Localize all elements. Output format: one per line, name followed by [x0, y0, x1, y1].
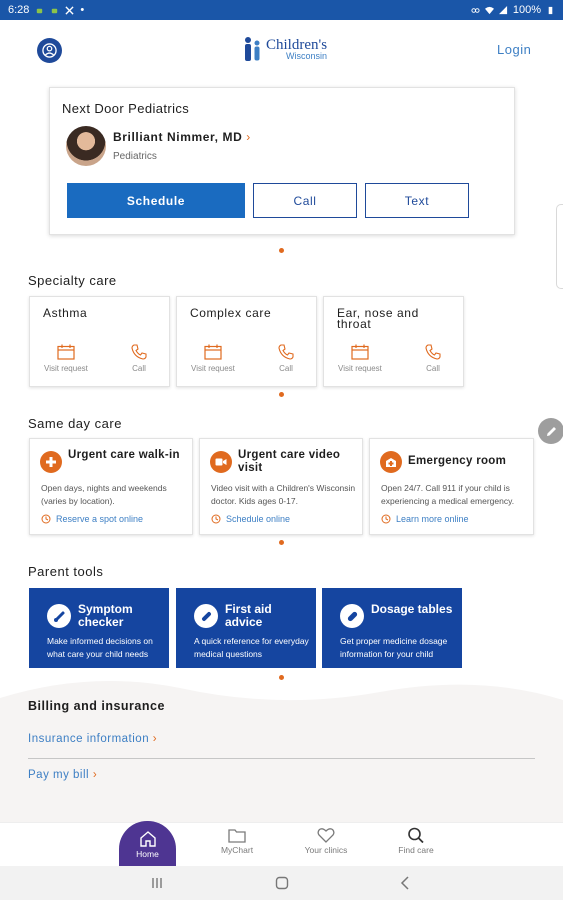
- tool-title: Symptom checker: [78, 602, 133, 629]
- call-specialty-button[interactable]: [278, 344, 294, 373]
- call-label: Call: [132, 364, 146, 373]
- visit-request-label: Visit request: [191, 364, 235, 373]
- specialty-card-complex-care[interactable]: [176, 296, 317, 387]
- search-icon: [407, 827, 425, 843]
- card-link-label: Reserve a spot online: [56, 514, 144, 524]
- schedule-button[interactable]: Schedule: [67, 183, 245, 218]
- card-description: Open 24/7. Call 911 if your child is experiencing a medical emergency.: [381, 483, 515, 506]
- pill-icon: [340, 604, 364, 628]
- dosage-tables-card[interactable]: [322, 588, 462, 668]
- phone-icon: [278, 344, 294, 360]
- nav-home[interactable]: [119, 821, 176, 867]
- text-button[interactable]: Text: [365, 183, 469, 218]
- doctor-specialty: Pediatrics: [113, 151, 157, 162]
- calendar-icon: [57, 344, 75, 360]
- pencil-icon: [545, 425, 558, 438]
- logo-line2: Wisconsin: [286, 50, 328, 61]
- battery-icon: [546, 6, 555, 15]
- nav-find-care-label: Find care: [398, 845, 434, 855]
- specialty-card-asthma[interactable]: [29, 296, 170, 387]
- clinic-name: Next Door Pediatrics: [62, 101, 190, 116]
- call-label: Call: [279, 364, 293, 373]
- visit-request-label: Visit request: [44, 364, 88, 373]
- phone-icon: [131, 344, 147, 360]
- nav-your-clinics[interactable]: [296, 827, 356, 855]
- divider: [28, 758, 535, 759]
- wifi-icon: [485, 6, 494, 15]
- doctor-avatar: [66, 126, 106, 166]
- card-title: Urgent care walk-in: [68, 449, 180, 461]
- call-label: Call: [426, 364, 440, 373]
- card-description: Video visit with a Children's Wisconsin doctor. Kids ages 0-17.: [211, 483, 356, 506]
- card-title: Urgent care video visit: [238, 449, 341, 474]
- tool-title: Dosage tables: [371, 602, 453, 616]
- carousel-indicator: [279, 675, 284, 680]
- nav-mychart[interactable]: [207, 827, 267, 855]
- emergency-room-card[interactable]: [369, 438, 534, 535]
- visit-request-label: Visit request: [338, 364, 382, 373]
- logo-line1: Children's: [266, 36, 328, 53]
- specialty-card-title: Asthma: [43, 306, 88, 320]
- carousel-indicator: [279, 540, 284, 545]
- link-icon: [471, 6, 480, 15]
- symptom-checker-card[interactable]: [29, 588, 169, 668]
- doctor-name-link[interactable]: [113, 130, 251, 144]
- visit-request-button[interactable]: [44, 344, 88, 373]
- pay-bill-link[interactable]: [28, 769, 97, 781]
- carousel-indicator: [279, 248, 284, 253]
- provider-card: [49, 87, 515, 235]
- childrens-wisconsin-logo: [243, 36, 327, 62]
- call-specialty-button[interactable]: [131, 344, 147, 373]
- schedule-online-link[interactable]: [211, 514, 290, 524]
- battery-level: 100%: [512, 4, 541, 16]
- folder-icon: [228, 827, 246, 843]
- android-icon: [50, 6, 59, 15]
- pay-bill-label: Pay my bill: [28, 769, 90, 781]
- hospital-icon: [380, 451, 402, 473]
- specialty-card-title: Ear, nose and throat: [337, 306, 419, 331]
- edit-button[interactable]: [538, 418, 563, 444]
- profile-button[interactable]: [37, 38, 62, 63]
- clock-icon: [381, 514, 391, 524]
- login-link[interactable]: Login: [497, 42, 532, 57]
- edge-panel-handle[interactable]: [556, 204, 563, 289]
- calendar-icon: [351, 344, 369, 360]
- card-link-label: Learn more online: [396, 514, 469, 524]
- heart-icon: [317, 827, 335, 843]
- calendar-icon: [204, 344, 222, 360]
- nav-home-label: Home: [136, 848, 159, 859]
- carousel-indicator: [279, 392, 284, 397]
- thermometer-icon: [47, 604, 71, 628]
- tool-description: A quick reference for everyday medical questions: [194, 636, 309, 659]
- chevron-right-icon: ›: [246, 130, 251, 144]
- insurance-information-link[interactable]: [28, 733, 157, 745]
- visit-request-button[interactable]: [191, 344, 235, 373]
- same-day-care-heading: Same day care: [28, 416, 122, 431]
- status-bar: [0, 0, 563, 20]
- nav-mychart-label: MyChart: [220, 845, 254, 855]
- parent-tools-heading: Parent tools: [28, 564, 104, 579]
- learn-more-link[interactable]: [381, 514, 469, 524]
- phone-icon: [425, 344, 441, 360]
- nav-find-care[interactable]: [386, 827, 446, 855]
- insurance-link-label: Insurance information: [28, 733, 150, 745]
- urgent-care-walk-in-card[interactable]: [29, 438, 193, 535]
- first-aid-card[interactable]: [176, 588, 316, 668]
- status-time: 6:28: [8, 4, 30, 16]
- video-icon: [210, 451, 232, 473]
- chevron-right-icon: ›: [152, 733, 158, 745]
- clock-icon: [211, 514, 221, 524]
- specialty-care-heading: Specialty care: [28, 273, 117, 288]
- home-icon: [139, 830, 157, 847]
- billing-heading: Billing and insurance: [28, 699, 165, 713]
- family-logo-icon: [243, 36, 263, 62]
- card-title: Emergency room: [408, 455, 507, 467]
- urgent-care-video-visit-card[interactable]: [199, 438, 363, 535]
- card-link-label: Schedule online: [226, 514, 291, 524]
- call-specialty-button[interactable]: [425, 344, 441, 373]
- tool-title: First aid advice: [225, 602, 272, 629]
- back-icon[interactable]: [400, 876, 410, 890]
- call-button[interactable]: Call: [253, 183, 357, 218]
- reserve-spot-link[interactable]: [41, 514, 143, 524]
- signal-icon: [499, 6, 508, 15]
- bandage-icon: [194, 604, 218, 628]
- specialty-card-ent[interactable]: [323, 296, 464, 387]
- clock-icon: [41, 514, 51, 524]
- specialty-card-title: Complex care: [190, 306, 272, 320]
- tools-icon: [65, 6, 74, 15]
- nav-clinics-label: Your clinics: [304, 845, 348, 855]
- person-circle-icon: [42, 43, 57, 58]
- doctor-name: Brilliant Nimmer, MD: [113, 130, 243, 144]
- recent-apps-icon[interactable]: [150, 877, 164, 889]
- notification-dot-icon: •: [80, 4, 85, 16]
- chevron-right-icon: ›: [92, 769, 98, 781]
- tool-description: Get proper medicine dosage information for your child: [340, 636, 448, 659]
- visit-request-button[interactable]: [338, 344, 382, 373]
- background-wave: [0, 670, 563, 822]
- bottom-navigation: [0, 822, 563, 866]
- system-navigation-bar: [0, 866, 563, 900]
- home-button-icon[interactable]: [275, 876, 289, 890]
- card-description: Open days, nights and weekends (varies by location).: [41, 483, 167, 506]
- android-icon: [35, 6, 44, 15]
- plus-icon: [40, 451, 62, 473]
- tool-description: Make informed decisions on what care your child needs: [47, 636, 153, 659]
